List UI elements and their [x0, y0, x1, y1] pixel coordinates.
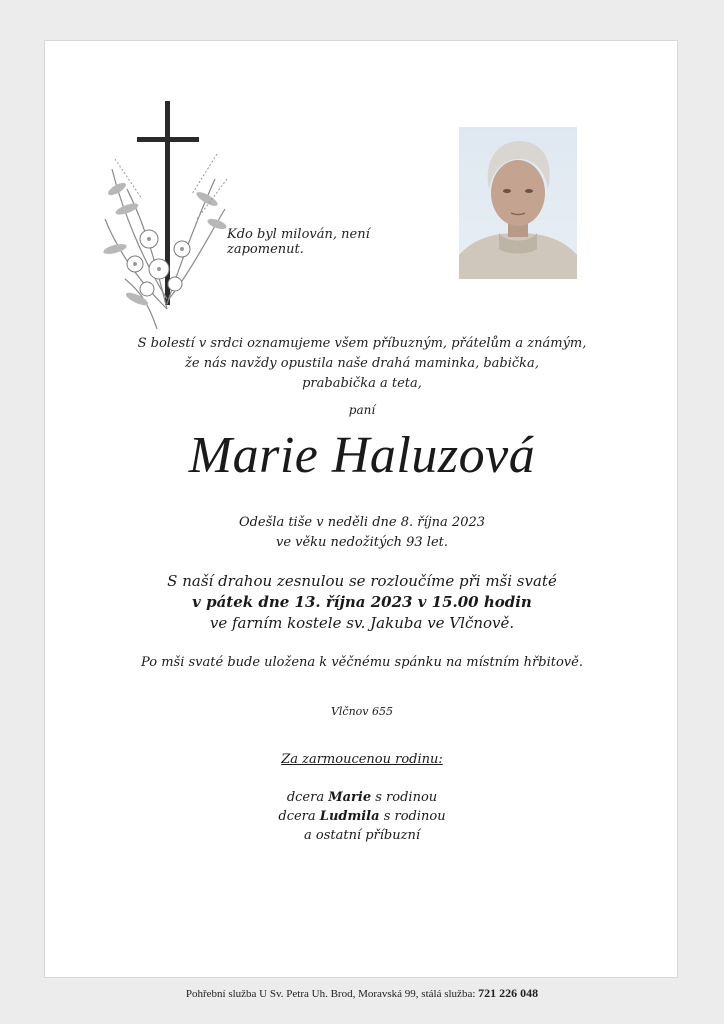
announcement-line: S bolestí v srdci oznamujeme všem příbuzným, přátelům a známým, [137, 336, 587, 351]
death-line: ve věku nedožitých 93 let. [275, 535, 449, 550]
family-member: a ostatní příbuzní [303, 828, 420, 843]
footer-phone: 721 226 048 [478, 986, 539, 1000]
funeral-service-footer [0, 986, 724, 1001]
service-line: S naší drahou zesnulou se rozloučíme při mši svaté [167, 572, 557, 590]
title-prefix: paní [348, 403, 376, 417]
deceased-name: Marie Haluzová [188, 427, 536, 484]
cross-with-flowers-icon [97, 99, 237, 329]
motto-text: Kdo byl milován, není zapomenut. [227, 227, 370, 257]
family-list [45, 788, 679, 845]
address: Vlčnov 655 [330, 705, 394, 718]
family-member: dcera Marie s rodinou [286, 790, 438, 805]
service-date: v pátek dne 13. října 2023 v 15.00 hodin [192, 593, 532, 611]
footer-text: Pohřební služba U Sv. Petra Uh. Brod, Moravská 99, stálá služba: [185, 988, 476, 1000]
portrait-photo [459, 127, 577, 279]
announcement-line: že nás navždy opustila naše drahá maminka, babička, [185, 356, 539, 371]
funeral-service [45, 571, 679, 634]
family-heading: Za zarmoucenou rodinu: [281, 752, 443, 767]
burial-info: Po mši svaté bude uložena k věčnému spánku na místním hřbitově. [141, 655, 583, 670]
announcement [45, 334, 679, 394]
family-member: dcera Ludmila s rodinou [278, 809, 446, 824]
death-info [45, 513, 679, 553]
service-place: ve farním kostele sv. Jakuba ve Vlčnově. [209, 614, 515, 632]
announcement-line: prababička a teta, [302, 376, 422, 391]
obituary-sheet [44, 40, 678, 978]
death-line: Odešla tiše v neděli dne 8. října 2023 [238, 515, 486, 530]
